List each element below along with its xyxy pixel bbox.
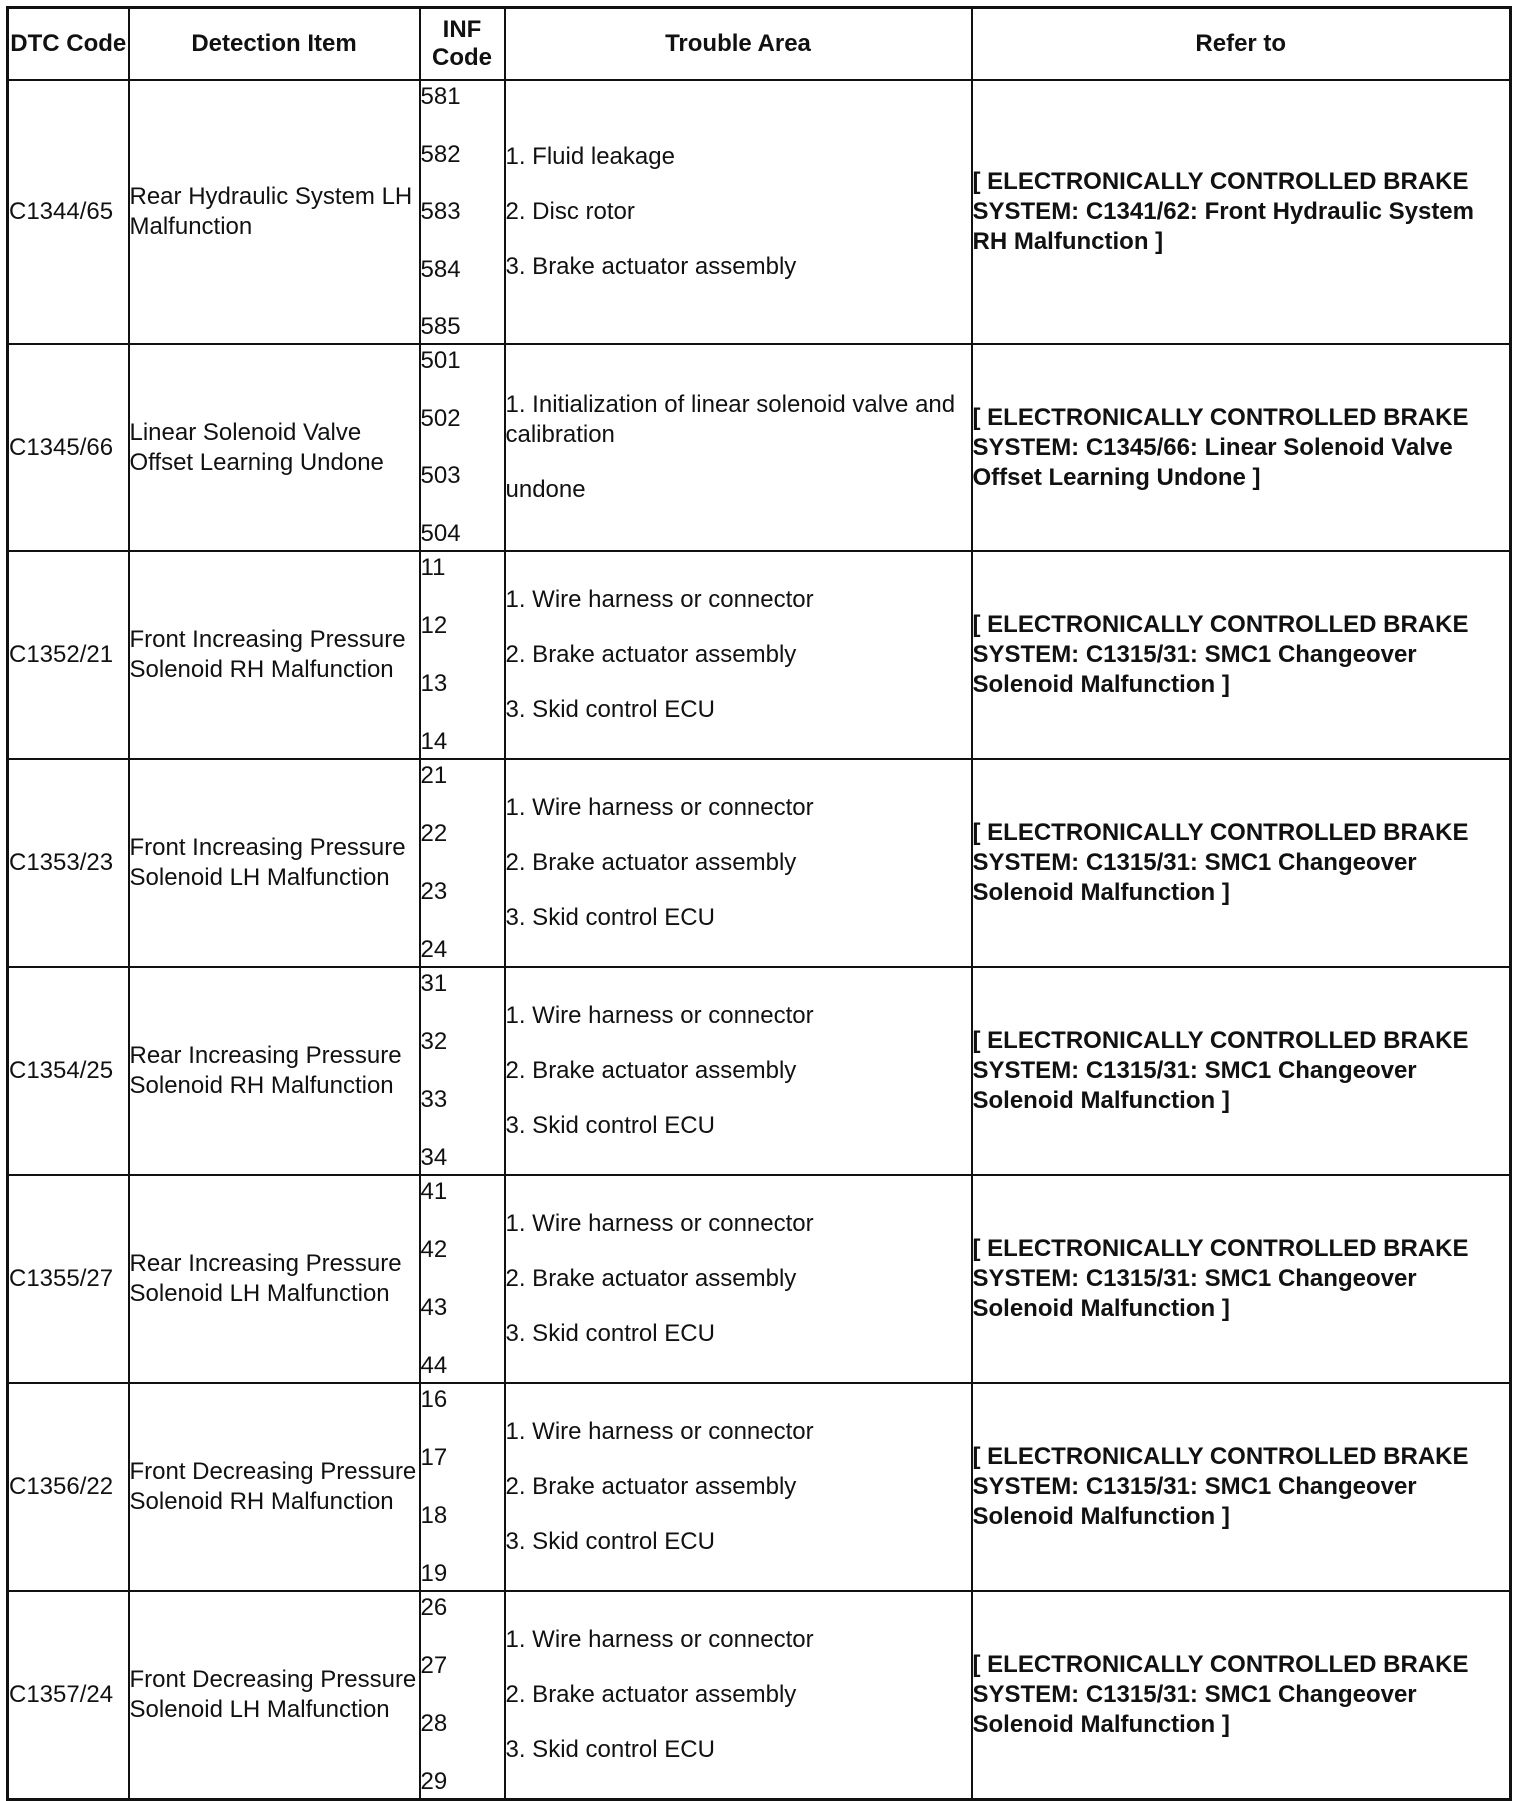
trouble-area-cell <box>505 967 972 1175</box>
detection-item-cell: Rear Hydraulic System LH Malfunction <box>129 80 420 344</box>
trouble-area-item: 1. Fluid leakage <box>505 143 675 170</box>
refer-to-cell: [ ELECTRONICALLY CONTROLLED BRAKE SYSTEM: C1315/31: SMC1 Changeover Solenoid Malfunction ] <box>972 551 1511 759</box>
inf-code-list <box>421 555 504 755</box>
detection-item-cell: Front Increasing Pressure Solenoid RH Malfunction <box>129 551 420 759</box>
inf-code: 16 <box>420 1386 448 1413</box>
inf-code: 23 <box>420 878 448 905</box>
inf-code-cell <box>420 80 505 344</box>
trouble-area-item: 1. Wire harness or connector <box>505 1626 814 1653</box>
inf-code: 503 <box>420 462 461 490</box>
table-row <box>8 759 1511 967</box>
header-dtc-code: DTC Code <box>8 8 129 81</box>
refer-to-cell: [ ELECTRONICALLY CONTROLLED BRAKE SYSTEM: C1341/62: Front Hydraulic System RH Malfunction ] <box>972 80 1511 344</box>
refer-to-cell: [ ELECTRONICALLY CONTROLLED BRAKE SYSTEM: C1345/66: Linear Solenoid Valve Offset Learning Undone ] <box>972 344 1511 551</box>
trouble-area-item: 2. Brake actuator assembly <box>505 1473 797 1500</box>
inf-code-list <box>421 763 504 963</box>
inf-code: 504 <box>420 519 461 547</box>
trouble-area-item: 1. Wire harness or connector <box>505 586 814 613</box>
trouble-area-item: 1. Initialization of linear solenoid valve and calibration <box>505 391 956 448</box>
dtc-table <box>6 6 1512 1801</box>
trouble-area-item: 2. Brake actuator assembly <box>505 1057 797 1084</box>
inf-code: 583 <box>420 198 461 225</box>
table-row <box>8 344 1511 551</box>
trouble-area-item: 1. Wire harness or connector <box>505 1002 814 1029</box>
inf-code-cell <box>420 967 505 1175</box>
header-detection-item: Detection Item <box>129 8 420 81</box>
trouble-area-item: 3. Skid control ECU <box>505 1528 715 1555</box>
inf-code: 11 <box>420 554 446 581</box>
inf-code: 29 <box>420 1768 448 1795</box>
inf-code: 582 <box>420 140 461 168</box>
header-row <box>8 8 1511 81</box>
trouble-area-cell <box>505 1591 972 1800</box>
inf-code-cell <box>420 1591 505 1800</box>
trouble-area-item: 2. Brake actuator assembly <box>505 1265 797 1292</box>
inf-code-cell <box>420 759 505 967</box>
header-inf-code: INF Code <box>420 8 505 81</box>
dtc-code-cell: C1356/22 <box>8 1383 129 1591</box>
trouble-area-item: 1. Wire harness or connector <box>505 1418 814 1445</box>
inf-code: 13 <box>420 670 448 697</box>
trouble-area-item: 2. Brake actuator assembly <box>505 641 797 668</box>
detection-item-cell: Front Decreasing Pressure Solenoid RH Malfunction <box>129 1383 420 1591</box>
dtc-code-cell: C1357/24 <box>8 1591 129 1800</box>
inf-code-cell <box>420 344 505 551</box>
header-trouble-area: Trouble Area <box>505 8 972 81</box>
trouble-area-item: 3. Skid control ECU <box>505 904 715 931</box>
trouble-area-cell <box>505 551 972 759</box>
inf-code-list <box>421 348 504 547</box>
inf-code: 24 <box>420 936 448 963</box>
table-row <box>8 80 1511 344</box>
inf-code: 22 <box>420 820 448 847</box>
trouble-area-item: undone <box>505 476 586 503</box>
refer-to-cell: [ ELECTRONICALLY CONTROLLED BRAKE SYSTEM: C1315/31: SMC1 Changeover Solenoid Malfunction ] <box>972 1591 1511 1800</box>
table-row <box>8 551 1511 759</box>
dtc-code-cell: C1344/65 <box>8 80 129 344</box>
trouble-area-item: 3. Skid control ECU <box>505 1320 715 1347</box>
inf-code: 32 <box>420 1028 448 1055</box>
inf-code: 18 <box>420 1502 448 1529</box>
table-row <box>8 1175 1511 1383</box>
inf-code: 501 <box>420 347 461 374</box>
dtc-code-cell: C1354/25 <box>8 967 129 1175</box>
inf-code: 581 <box>420 83 461 110</box>
refer-to-cell: [ ELECTRONICALLY CONTROLLED BRAKE SYSTEM: C1315/31: SMC1 Changeover Solenoid Malfunction ] <box>972 1383 1511 1591</box>
table-row <box>8 1383 1511 1591</box>
inf-code: 31 <box>420 970 448 997</box>
refer-to-cell: [ ELECTRONICALLY CONTROLLED BRAKE SYSTEM: C1315/31: SMC1 Changeover Solenoid Malfunction ] <box>972 967 1511 1175</box>
refer-to-cell: [ ELECTRONICALLY CONTROLLED BRAKE SYSTEM: C1315/31: SMC1 Changeover Solenoid Malfunction ] <box>972 759 1511 967</box>
inf-code-cell <box>420 551 505 759</box>
trouble-area-item: 3. Skid control ECU <box>505 696 715 723</box>
inf-code: 502 <box>420 404 461 432</box>
inf-code: 34 <box>420 1144 448 1171</box>
trouble-area-item: 2. Disc rotor <box>505 198 635 225</box>
inf-code: 33 <box>420 1086 448 1113</box>
trouble-area-cell <box>505 80 972 344</box>
inf-code-list <box>421 1595 504 1795</box>
trouble-area-item: 1. Wire harness or connector <box>505 1210 814 1237</box>
inf-code: 43 <box>420 1294 448 1321</box>
table-row <box>8 1591 1511 1800</box>
trouble-area-item: 3. Skid control ECU <box>505 1736 715 1763</box>
detection-item-cell: Rear Increasing Pressure Solenoid RH Malfunction <box>129 967 420 1175</box>
inf-code: 41 <box>420 1178 448 1205</box>
inf-code: 585 <box>420 313 461 340</box>
inf-code-cell <box>420 1175 505 1383</box>
inf-code: 44 <box>420 1352 448 1379</box>
trouble-area-item: 2. Brake actuator assembly <box>505 849 797 876</box>
refer-to-cell: [ ELECTRONICALLY CONTROLLED BRAKE SYSTEM: C1315/31: SMC1 Changeover Solenoid Malfunction ] <box>972 1175 1511 1383</box>
inf-code: 21 <box>420 762 448 789</box>
detection-item-cell: Front Decreasing Pressure Solenoid LH Malfunction <box>129 1591 420 1800</box>
trouble-area-item: 1. Wire harness or connector <box>505 794 814 821</box>
trouble-area-item: 2. Brake actuator assembly <box>505 1681 797 1708</box>
inf-code: 28 <box>420 1710 448 1737</box>
trouble-area-item: 3. Brake actuator assembly <box>505 253 797 280</box>
trouble-area-cell <box>505 1175 972 1383</box>
inf-code: 584 <box>420 255 461 283</box>
inf-code: 14 <box>420 728 448 755</box>
inf-code-list <box>421 84 504 340</box>
inf-code: 19 <box>420 1560 448 1587</box>
trouble-area-cell <box>505 1383 972 1591</box>
inf-code: 26 <box>420 1594 448 1621</box>
table-row <box>8 967 1511 1175</box>
trouble-area-cell <box>505 344 972 551</box>
dtc-code-cell: C1353/23 <box>8 759 129 967</box>
inf-code: 12 <box>420 612 448 639</box>
inf-code: 17 <box>420 1444 448 1471</box>
inf-code-cell <box>420 1383 505 1591</box>
inf-code-list <box>421 1179 504 1379</box>
trouble-area-item: 3. Skid control ECU <box>505 1112 715 1139</box>
trouble-area-cell <box>505 759 972 967</box>
inf-code-list <box>421 1387 504 1587</box>
dtc-code-cell: C1355/27 <box>8 1175 129 1383</box>
inf-code: 27 <box>420 1652 448 1679</box>
detection-item-cell: Front Increasing Pressure Solenoid LH Malfunction <box>129 759 420 967</box>
dtc-code-cell: C1345/66 <box>8 344 129 551</box>
inf-code: 42 <box>420 1236 448 1263</box>
detection-item-cell: Linear Solenoid Valve Offset Learning Undone <box>129 344 420 551</box>
inf-code-list <box>421 971 504 1171</box>
header-refer-to: Refer to <box>972 8 1511 81</box>
detection-item-cell: Rear Increasing Pressure Solenoid LH Malfunction <box>129 1175 420 1383</box>
dtc-code-cell: C1352/21 <box>8 551 129 759</box>
